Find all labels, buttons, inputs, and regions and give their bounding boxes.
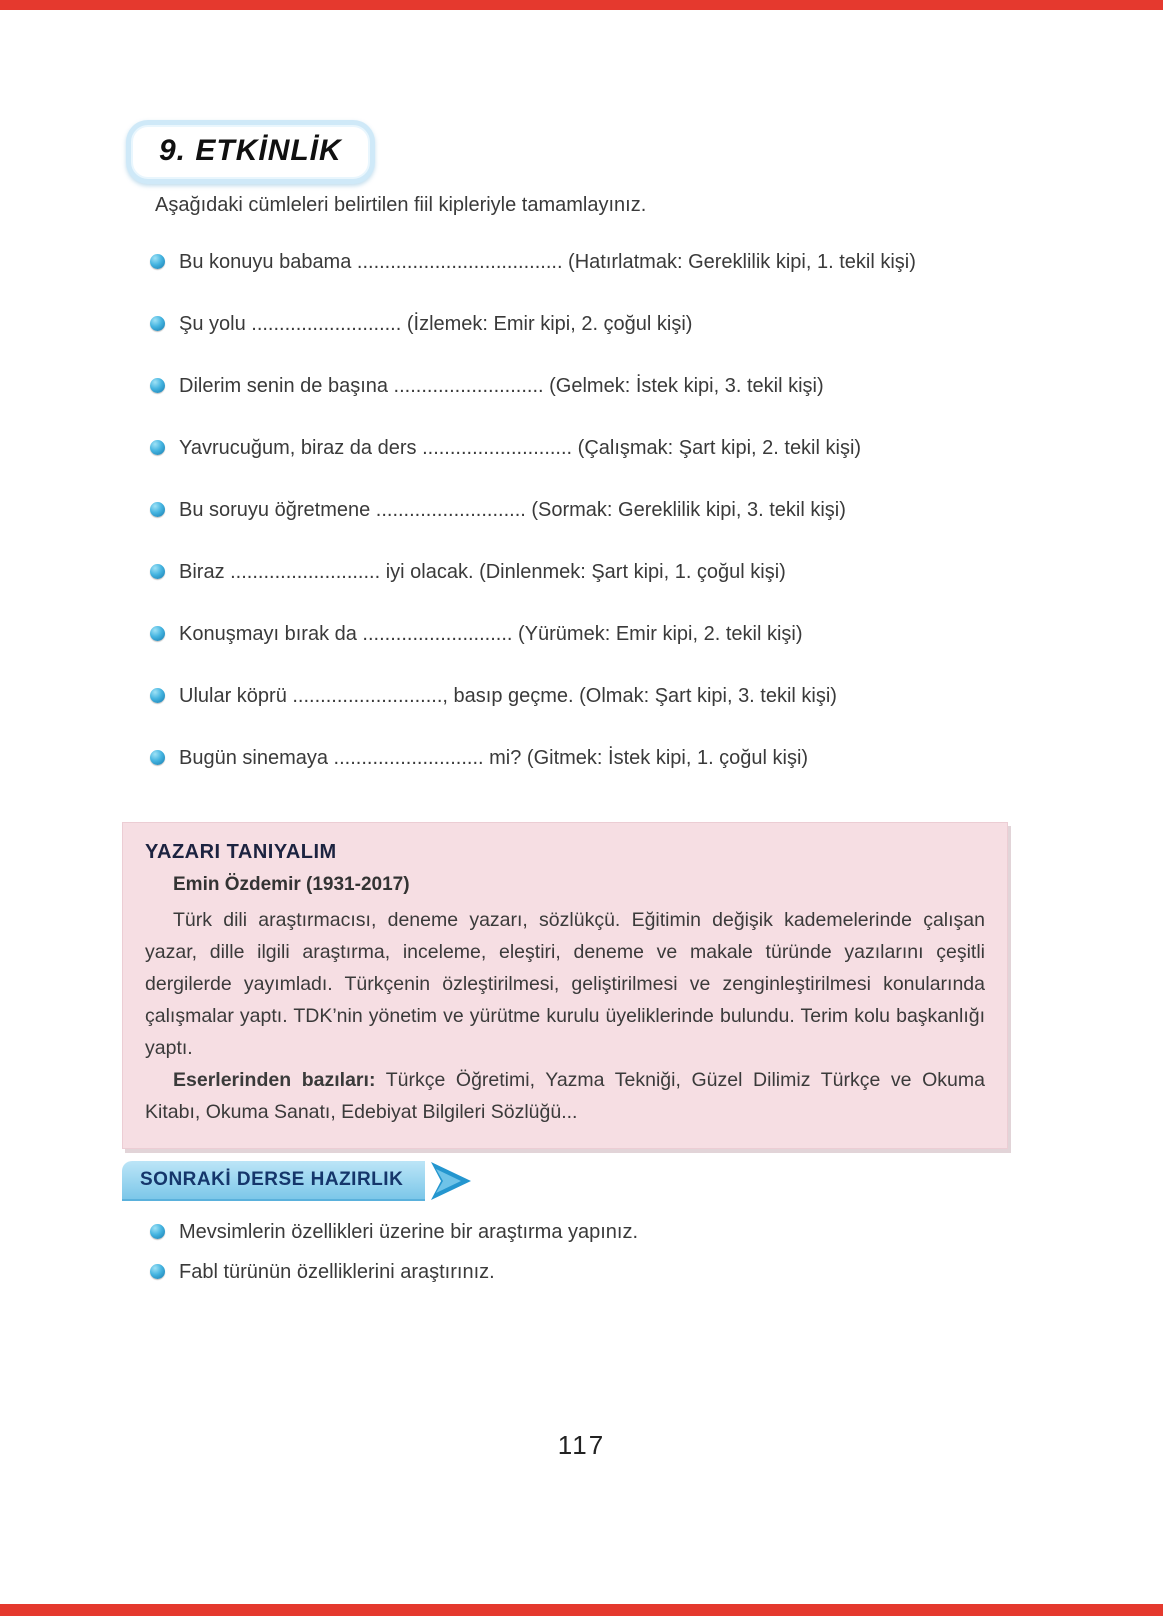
next-lesson-banner-label: SONRAKİ DERSE HAZIRLIK bbox=[140, 1169, 404, 1190]
author-works-label: Eserlerinden bazıları: bbox=[173, 1069, 376, 1091]
bullet-icon bbox=[150, 378, 165, 393]
list-item-text: Bu konuyu babama ..................................... (Hatırlatmak: Gereklilik kipi, 1. tekil kişi) bbox=[179, 251, 916, 273]
list-item-text: Fabl türünün özelliklerini araştırınız. bbox=[179, 1261, 495, 1283]
author-works bbox=[145, 1064, 985, 1128]
activity-badge bbox=[126, 120, 375, 184]
bullet-icon bbox=[150, 564, 165, 579]
list-item-text: Konuşmayı bırak da ........................... (Yürümek: Emir kipi, 2. tekil kişi) bbox=[179, 623, 803, 645]
list-item bbox=[150, 374, 1080, 398]
activity-badge-label: 9. ETKİNLİK bbox=[159, 134, 342, 167]
author-box-title: YAZARI TANIYALIM bbox=[145, 841, 337, 863]
top-red-bar bbox=[0, 0, 1163, 10]
bullet-icon bbox=[150, 316, 165, 331]
page-number: 117 bbox=[557, 1430, 606, 1460]
author-bio: Türk dili araştırmacısı, deneme yazarı, sözlükçü. Eğitimin değişik kademelerinde çalışan yazar, dille ilgili araştırma, inceleme, eleştiri, deneme ve makale türünde yazılarını çeşitli dergilerde yayımladı. Türkçenin özleştirilmesi, geliştirilmesi ve zenginleştirilmesi konularında çalışmalar yaptı. TDK’nin yönetim ve yürütme kurulu üyeliklerinde bulundu. Terim kolu başkanlığı yaptı. bbox=[145, 909, 985, 1059]
list-item bbox=[150, 312, 1080, 336]
list-item bbox=[150, 250, 1080, 274]
list-item bbox=[150, 1260, 1050, 1284]
bullet-icon bbox=[150, 1224, 165, 1239]
list-item bbox=[150, 498, 1080, 522]
activity-instruction: Aşağıdaki cümleleri belirtilen fiil kipleriyle tamamlayınız. bbox=[155, 194, 647, 216]
list-item bbox=[150, 622, 1080, 646]
next-lesson-banner-body bbox=[122, 1161, 425, 1201]
list-item-text: Bugün sinemaya ........................... mi? (Gitmek: İstek kipi, 1. çoğul kişi) bbox=[179, 747, 809, 769]
bullet-icon bbox=[150, 626, 165, 641]
list-item-text: Biraz ........................... iyi olacak. (Dinlenmek: Şart kipi, 1. çoğul kişi) bbox=[179, 561, 786, 583]
bullet-icon bbox=[150, 502, 165, 517]
bullet-icon bbox=[150, 750, 165, 765]
activity-item-list bbox=[150, 250, 1080, 808]
author-name: Emin Özdemir (1931-2017) bbox=[173, 874, 410, 895]
bullet-icon bbox=[150, 688, 165, 703]
bullet-icon bbox=[150, 254, 165, 269]
author-info-box bbox=[122, 822, 1008, 1149]
activity-badge-inner bbox=[131, 125, 370, 179]
list-item bbox=[150, 436, 1080, 460]
list-item bbox=[150, 746, 1080, 770]
list-item-text: Mevsimlerin özellikleri üzerine bir araştırma yapınız. bbox=[179, 1221, 639, 1243]
list-item-text: Ulular köprü ..........................., basıp geçme. (Olmak: Şart kipi, 3. tekil kişi) bbox=[179, 685, 837, 707]
bullet-icon bbox=[150, 1264, 165, 1279]
bullet-icon bbox=[150, 440, 165, 455]
list-item-text: Şu yolu ........................... (İzlemek: Emir kipi, 2. çoğul kişi) bbox=[179, 313, 693, 335]
bottom-red-bar bbox=[0, 1604, 1163, 1616]
next-lesson-banner bbox=[122, 1160, 475, 1202]
list-item-text: Bu soruyu öğretmene ........................... (Sormak: Gereklilik kipi, 3. tekil kişi) bbox=[179, 499, 846, 521]
list-item bbox=[150, 560, 1080, 584]
list-item bbox=[150, 684, 1080, 708]
arrow-right-icon bbox=[429, 1160, 475, 1202]
prep-item-list bbox=[150, 1220, 1050, 1300]
author-works-text: Türkçe Öğretimi, Yazma Tekniği, Güzel Dilimiz Türkçe ve Okuma Kitabı, Okuma Sanatı, Edebiyat Bilgileri Sözlüğü... bbox=[145, 1069, 985, 1123]
list-item-text: Dilerim senin de başına ........................... (Gelmek: İstek kipi, 3. tekil kişi) bbox=[179, 375, 824, 397]
list-item-text: Yavrucuğum, biraz da ders ........................... (Çalışmak: Şart kipi, 2. tekil kişi) bbox=[179, 437, 862, 459]
list-item bbox=[150, 1220, 1050, 1244]
